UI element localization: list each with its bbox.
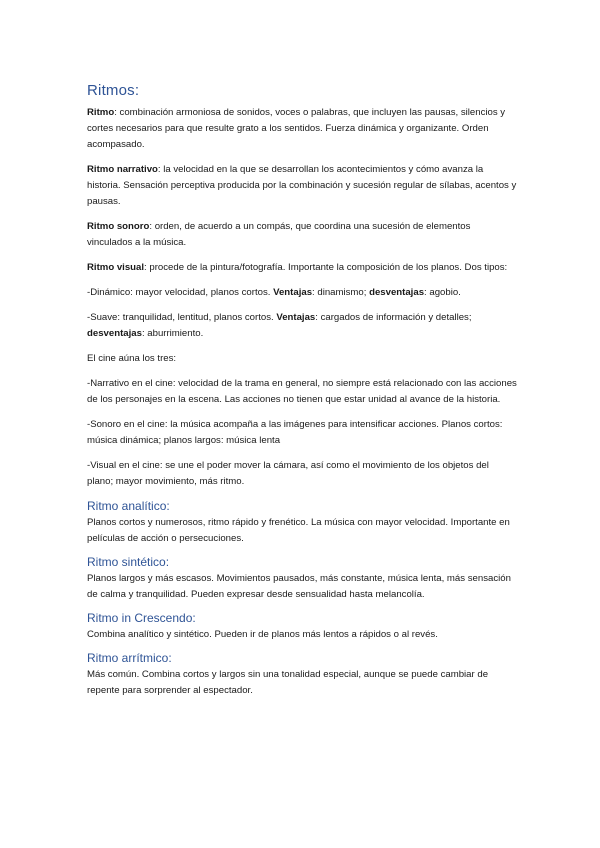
definition-text: : la velocidad en la que se desarrollan los acontecimientos y cómo avanza la historia. Sensación perceptiva producida por la combinación y sucesión regular de sílabas, acentos y pausas.	[87, 164, 517, 207]
item-text: : dinamismo;	[312, 287, 370, 298]
section-heading: Ritmo in Crescendo:	[87, 611, 196, 625]
section-ritmo-sintetico	[87, 555, 517, 603]
item-text: : agobio.	[424, 287, 461, 298]
item-text: : cargados de información y detalles;	[315, 312, 472, 323]
section-heading: Ritmo sintético:	[87, 555, 170, 569]
document-body	[87, 82, 517, 707]
section-text: Planos cortos y numerosos, ritmo rápido y frenético. La música con mayor velocidad. Importante en películas de acción o persecuciones.	[87, 517, 510, 544]
definition-ritmo-narrativo	[87, 162, 517, 210]
cine-item-visual: -Visual en el cine: se une el poder mover la cámara, así como el movimiento de los objetos del plano; mayor movimiento, más ritmo.	[87, 460, 489, 487]
cine-item-narrativo: -Narrativo en el cine: velocidad de la trama en general, no siempre está relacionado con las acciones de los personajes en la escena. Las acciones no tienen que estar unidad al avance de la historia.	[87, 378, 517, 405]
definition-text: : procede de la pintura/fotografía. Importante la composición de los planos. Dos tipos:	[144, 262, 508, 273]
section-text: Planos largos y más escasos. Movimientos pausados, más constante, música lenta, más sensación de calma y tranquilidad. Pueden expresar desde sensualidad hasta melancolía.	[87, 573, 511, 600]
ventajas-label: Ventajas	[273, 287, 313, 298]
definition-ritmo-sonoro	[87, 219, 517, 251]
item-text: -Dinámico: mayor velocidad, planos cortos.	[87, 287, 274, 298]
item-text: : aburrimiento.	[141, 328, 204, 339]
definition-ritmo	[87, 105, 517, 153]
item-dinamico	[87, 285, 517, 301]
section-text: Más común. Combina cortos y largos sin una tonalidad especial, aunque se puede cambiar de repente para sorprender al espectador.	[87, 669, 489, 696]
cine-item-sonoro: -Sonoro en el cine: la música acompaña a las imágenes para intensificar acciones. Planos cortos: música dinámica; planos largos: música lenta	[87, 419, 503, 446]
section-heading: Ritmo analítico:	[87, 499, 170, 513]
section-ritmo-arritmico	[87, 651, 517, 699]
section-ritmo-analitico	[87, 499, 517, 547]
definition-text: : combinación armoniosa de sonidos, voces o palabras, que incluyen las pausas, silencios y cortes necesarios para que resulte grato a los sentidos. Fuerza dinámica y organizante. Orden acompasado.	[87, 107, 506, 150]
section-ritmo-in-crescendo	[87, 611, 517, 643]
item-text: -Suave: tranquilidad, lentitud, planos cortos.	[87, 312, 277, 323]
term-label: Ritmo visual	[87, 262, 145, 273]
desventajas-label: desventajas	[369, 287, 425, 298]
term-label: Ritmo	[87, 107, 115, 118]
definition-ritmo-visual	[87, 260, 517, 276]
item-suave	[87, 310, 517, 342]
ventajas-label: Ventajas	[276, 312, 316, 323]
term-label: Ritmo narrativo	[87, 164, 158, 175]
desventajas-label: desventajas	[87, 328, 142, 339]
section-heading: Ritmo arrítmico:	[87, 651, 172, 665]
page-title: Ritmos:	[87, 82, 140, 99]
cine-intro: El cine aúna los tres:	[87, 353, 177, 364]
section-text: Combina analítico y sintético. Pueden ir de planos más lentos a rápidos o al revés.	[87, 629, 438, 640]
definition-text: : orden, de acuerdo a un compás, que coordina una sucesión de elementos vinculados a la música.	[87, 221, 471, 248]
term-label: Ritmo sonoro	[87, 221, 150, 232]
